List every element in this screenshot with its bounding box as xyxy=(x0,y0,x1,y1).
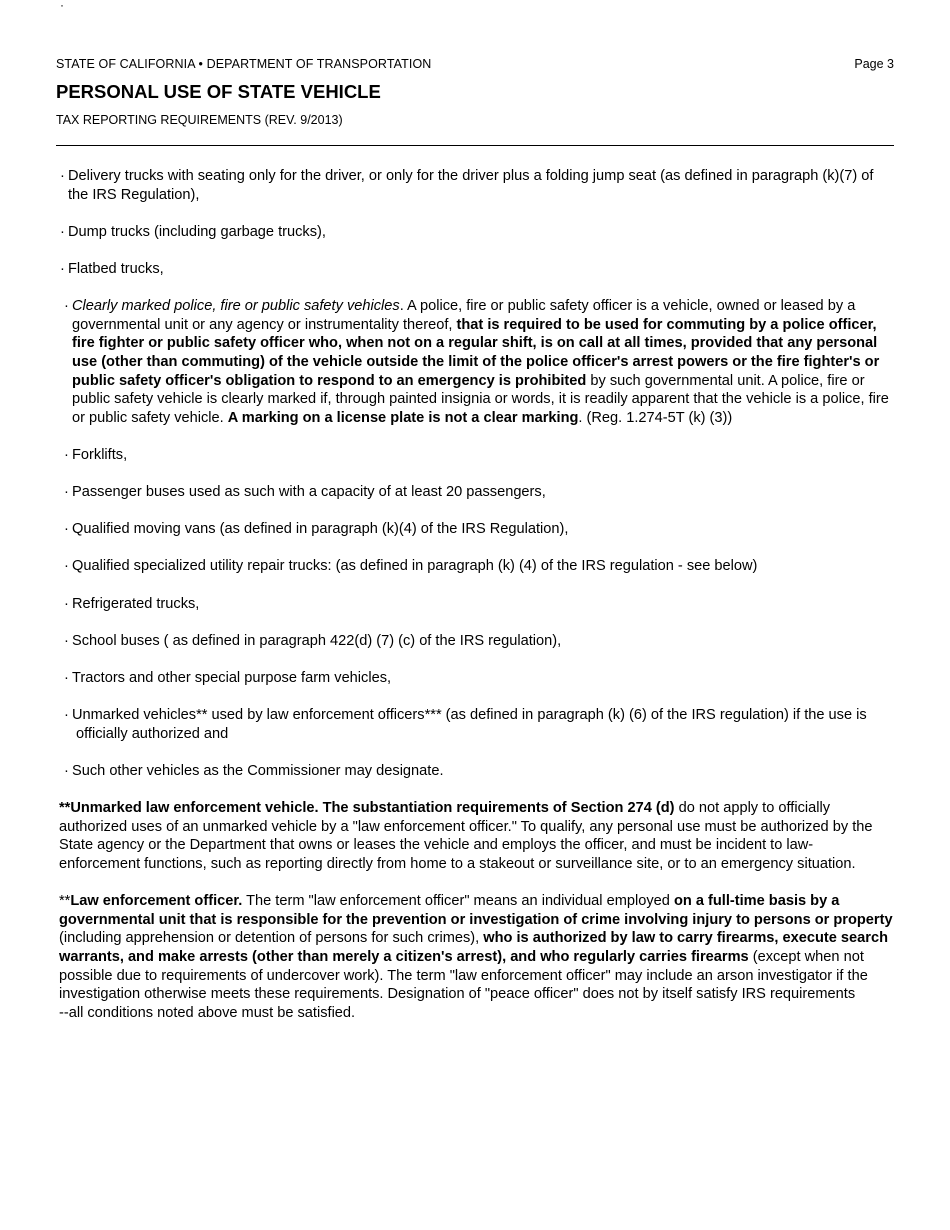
list-item-unmarked-vehicles xyxy=(0,706,950,743)
bullet: · xyxy=(64,632,69,649)
bullet: · xyxy=(64,595,69,612)
police-bold-1: that is required to be used for commuting by a police officer, fire fighter or public safety officer who, when not on a regular shift, is on call at all times, provided that any personal use (other than commuting) of the vehicle outside the limit of the police officer's arrest powers or the fire fighter's or public safety officer's obligation to respond to an emergency is prohibited xyxy=(72,316,880,389)
note-officer-bold-1: Law enforcement officer. xyxy=(70,893,243,910)
document-body xyxy=(0,167,950,1041)
list-item-forklifts xyxy=(0,446,950,465)
list-item-text: Qualified specialized utility repair trucks: (as defined in paragraph (k) (4) of the IRS regulation - see below) xyxy=(72,558,758,575)
list-item-police-vehicles xyxy=(0,297,950,427)
list-item-text: Such other vehicles as the Commissioner may designate. xyxy=(72,763,444,779)
police-text-2: by such governmental unit. A police, fire or public safety vehicle is clearly marked if, through painted insignia or words, it is readily apparent that the vehicle is a police, fire or public safety vehicle. xyxy=(72,372,889,426)
list-item-flatbed-trucks xyxy=(0,260,950,279)
closing-line: --all conditions noted above must be satisfied. xyxy=(59,1004,356,1021)
bullet: · xyxy=(64,298,69,315)
list-item-text: Qualified moving vans (as defined in paragraph (k)(4) of the IRS Regulation), xyxy=(72,521,569,538)
bullet: · xyxy=(64,521,69,538)
note-officer-text-2: (including apprehension or detention of persons for such crimes), xyxy=(59,930,484,947)
list-item-dump-trucks xyxy=(0,223,950,242)
list-item-delivery-trucks xyxy=(0,167,950,204)
list-item-text: School buses ( as defined in paragraph 422(d) (7) (c) of the IRS regulation), xyxy=(72,632,562,649)
list-item-farm-tractors xyxy=(0,669,950,688)
bullet: · xyxy=(64,707,69,724)
document-subtitle: TAX REPORTING REQUIREMENTS (REV. 9/2013) xyxy=(56,113,343,127)
bullet: · xyxy=(64,670,69,687)
note-officer-text-1: The term "law enforcement officer" means an individual employed xyxy=(242,893,674,910)
bullet: · xyxy=(60,223,65,240)
list-item-text: Forklifts, xyxy=(72,446,128,463)
page-corner-dot: · xyxy=(60,0,64,12)
list-item-text: Unmarked vehicles** used by law enforcement officers*** (as defined in paragraph (k) (6) of the IRS regulation) if the use is officially authorized and xyxy=(72,707,867,742)
list-item-refrigerated-trucks xyxy=(0,595,950,614)
page-number: Page 3 xyxy=(854,57,894,71)
document-header xyxy=(56,56,894,128)
note-officer-bold-3: who is authorized by law to carry firearms, execute search warrants, and make arrests (other than merely a citizen's arrest), and who regularly carries firearms xyxy=(59,930,888,965)
note-officer-bold-2: on a full-time basis by a governmental unit that is responsible for the prevention or investigation of crime involving injury to persons or property xyxy=(59,893,893,928)
note-vehicle-bold: **Unmarked law enforcement vehicle. The substantiation requirements of Section 274 (d) xyxy=(59,800,675,817)
note-law-enforcement-officer xyxy=(59,892,894,1022)
agency-line: STATE OF CALIFORNIA • DEPARTMENT OF TRANSPORTATION xyxy=(56,57,432,71)
police-text-1: . A police, fire or public safety officer is a vehicle, owned or leased by a governmental unit or any agency or instrumentality thereof, xyxy=(72,298,856,333)
bullet: · xyxy=(64,558,69,575)
note-vehicle-text: do not apply to officially authorized uses of an unmarked vehicle by a "law enforcement officer." To qualify, any personal use must be authorized by the State agency or the Department that owns or leases the vehicle and employs the officer, and must be incident to law-enforcement functions, such as reporting directly from home to a stakeout or surveillance site, or to an emergency situation. xyxy=(59,800,873,872)
bullet: · xyxy=(60,260,65,277)
list-item-moving-vans xyxy=(0,520,950,539)
list-item-text: Dump trucks (including garbage trucks), xyxy=(68,223,326,240)
header-divider xyxy=(56,145,894,146)
note-unmarked-vehicle xyxy=(59,799,894,873)
police-lead-italic: Clearly marked police, fire or public safety vehicles xyxy=(72,298,400,315)
bullet: · xyxy=(64,484,69,501)
list-item-other-vehicles xyxy=(0,762,950,781)
list-item-text: Delivery trucks with seating only for the driver, or only for the driver plus a folding jump seat (as defined in paragraph (k)(7) of the IRS Regulation), xyxy=(68,168,874,203)
police-text-3: . (Reg. 1.274-5T (k) (3)) xyxy=(578,409,733,426)
document-title: PERSONAL USE OF STATE VEHICLE xyxy=(56,81,381,102)
bullet: · xyxy=(64,446,69,463)
list-item-passenger-buses xyxy=(0,483,950,502)
note-officer-prefix: ** xyxy=(59,893,71,910)
list-item-utility-repair-trucks xyxy=(0,557,950,576)
note-officer-text-3: (except when not possible due to requirements of undercover work). The term "law enforcement officer" may include an arson investigator if the investigation otherwise meets these requirements. Designation of "peace officer" does not by itself satisfy IRS requirements xyxy=(59,948,868,1003)
list-item-text: Passenger buses used as such with a capacity of at least 20 passengers, xyxy=(72,484,546,501)
list-item-school-buses xyxy=(0,632,950,651)
list-item-text: Flatbed trucks, xyxy=(68,260,164,277)
bullet: · xyxy=(64,763,69,779)
list-item-text: Refrigerated trucks, xyxy=(72,595,200,612)
list-item-text: Tractors and other special purpose farm vehicles, xyxy=(72,670,392,687)
police-bold-2: A marking on a license plate is not a clear marking xyxy=(227,409,579,426)
bullet: · xyxy=(60,168,65,184)
